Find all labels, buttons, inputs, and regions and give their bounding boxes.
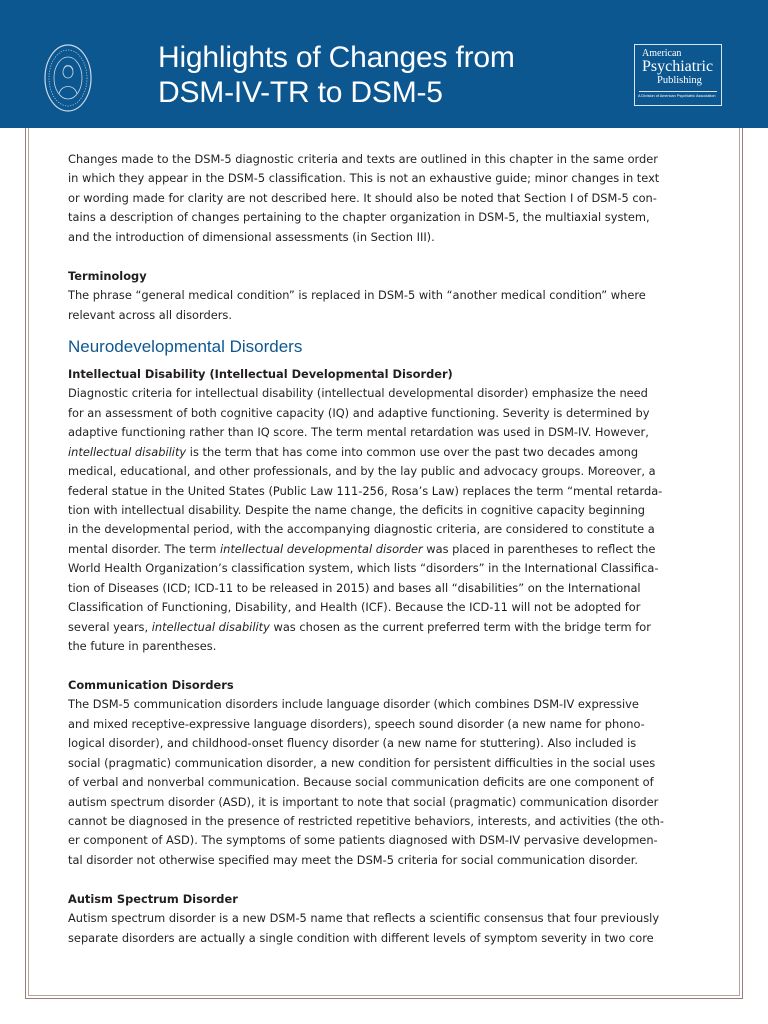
body-line: The DSM-5 communication disorders include language disorder (which combines DSM-IV expressive: [68, 697, 639, 712]
communication-disorders-block: [68, 676, 708, 870]
intellectual-disability-block: [68, 365, 708, 657]
publisher-logo: [634, 44, 722, 106]
body-line: for an assessment of both cognitive capacity (IQ) and adaptive functioning. Severity is determined by: [68, 405, 650, 420]
body-line: [68, 618, 708, 637]
apa-seal-icon: [43, 42, 93, 114]
body-line: [68, 540, 708, 559]
autism-block: [68, 890, 708, 948]
line-text: several years,: [68, 619, 152, 634]
body-line: adaptive functioning rather than IQ score. The term mental retardation was used in DSM-IV. However,: [68, 425, 649, 440]
body-line: autism spectrum disorder (ASD), it is important to note that social (pragmatic) communication disorder: [68, 794, 659, 809]
body-line: federal statue in the United States (Public Law 111-256, Rosa’s Law) replaces the term “mental retarda-: [68, 483, 663, 498]
italic-term: intellectual disability: [68, 444, 187, 459]
publisher-logo-rule: [639, 91, 717, 92]
body-line: Diagnostic criteria for intellectual disability (intellectual developmental disorder) emphasize the need: [68, 386, 648, 401]
line-text: is the term that has come into common use over the past two decades among: [186, 444, 639, 459]
body-line: logical disorder), and childhood-onset fluency disorder (a new name for stuttering). Also included is: [68, 736, 637, 751]
document-body: [68, 150, 708, 948]
title-line-1: Highlights of Changes from: [158, 41, 515, 74]
line-text: was placed in parentheses to reflect the: [422, 541, 656, 556]
body-line: in the developmental period, with the accompanying diagnostic criteria, are considered to constitute a: [68, 522, 655, 537]
body-line: [68, 443, 708, 462]
line-text: was chosen as the current preferred term with the bridge term for: [269, 619, 651, 634]
body-line: the future in parentheses.: [68, 639, 217, 654]
terminology-line: relevant across all disorders.: [68, 307, 232, 322]
italic-term: intellectual developmental disorder: [219, 541, 423, 556]
paragraph-gap: [68, 870, 708, 889]
body-line: social (pragmatic) communication disorder, a new condition for persistent difficulties in the social uses: [68, 755, 656, 770]
communication-disorders-heading: Communication Disorders: [68, 677, 234, 692]
body-line: separate disorders are actually a single condition with different levels of symptom severity in two core: [68, 930, 654, 945]
publisher-logo-line-1: American: [642, 48, 682, 59]
body-line: tion with intellectual disability. Despite the name change, the deficits in cognitive capacity beginning: [68, 503, 646, 517]
publisher-logo-line-3: Publishing: [657, 75, 702, 86]
page-title: [158, 40, 515, 110]
publisher-logo-tagline: A Division of American Psychiatric Association: [638, 94, 716, 98]
intro-line: or wording made for clarity are not described here. It should also be noted that Section I of DSM-5 con-: [68, 190, 657, 205]
header-banner: [0, 0, 768, 128]
intellectual-disability-heading: Intellectual Disability (Intellectual Developmental Disorder): [68, 366, 453, 381]
autism-heading: Autism Spectrum Disorder: [68, 891, 238, 906]
italic-term: intellectual disability: [151, 619, 270, 634]
intro-line: Changes made to the DSM-5 diagnostic criteria and texts are outlined in this chapter in the same order: [68, 152, 658, 166]
line-text: mental disorder. The term: [68, 541, 220, 556]
body-line: er component of ASD). The symptoms of some patients diagnosed with DSM-IV pervasive developmen-: [68, 833, 658, 848]
paragraph-gap: [68, 657, 708, 676]
body-line: cannot be diagnosed in the presence of restricted repetitive behaviors, interests, and activities (the oth-: [68, 814, 665, 828]
terminology-heading: Terminology: [68, 268, 147, 283]
intro-line: in which they appear in the DSM-5 classification. This is not an exhaustive guide; minor changes in text: [68, 171, 660, 186]
intro-paragraph: [68, 150, 708, 247]
publisher-logo-line-2: Psychiatric: [642, 58, 714, 75]
body-line: tion of Diseases (ICD; ICD-11 to be released in 2015) and bases all “disabilities” on the International: [68, 580, 641, 595]
section-title: Neurodevelopmental Disorders: [68, 336, 303, 356]
paragraph-gap: [68, 247, 708, 266]
body-line: of verbal and nonverbal communication. Because social communication deficits are one component of: [68, 775, 654, 790]
terminology-block: [68, 267, 708, 325]
body-line: tal disorder not otherwise specified may meet the DSM-5 criteria for social communication disorder.: [68, 852, 639, 867]
body-line: Autism spectrum disorder is a new DSM-5 name that reflects a scientific consensus that four previously: [68, 911, 660, 926]
intro-line: tains a description of changes pertaining to the chapter organization in DSM-5, the multiaxial system,: [68, 210, 650, 225]
terminology-line: The phrase “general medical condition” is replaced in DSM-5 with “another medical condition” where: [68, 288, 646, 303]
intro-line: and the introduction of dimensional assessments (in Section III).: [68, 229, 435, 244]
body-line: medical, educational, and other professionals, and by the lay public and advocacy groups. Moreover, a: [68, 464, 656, 479]
body-line: Classification of Functioning, Disability, and Health (ICF). Because the ICD-11 will not be adopted for: [68, 600, 641, 615]
body-line: and mixed receptive-expressive language disorders), speech sound disorder (a new name for phono-: [68, 716, 645, 731]
title-line-2: DSM-IV-TR to DSM-5: [158, 76, 443, 109]
body-line: World Health Organization’s classification system, which lists “disorders” in the International Classifica-: [68, 561, 659, 576]
